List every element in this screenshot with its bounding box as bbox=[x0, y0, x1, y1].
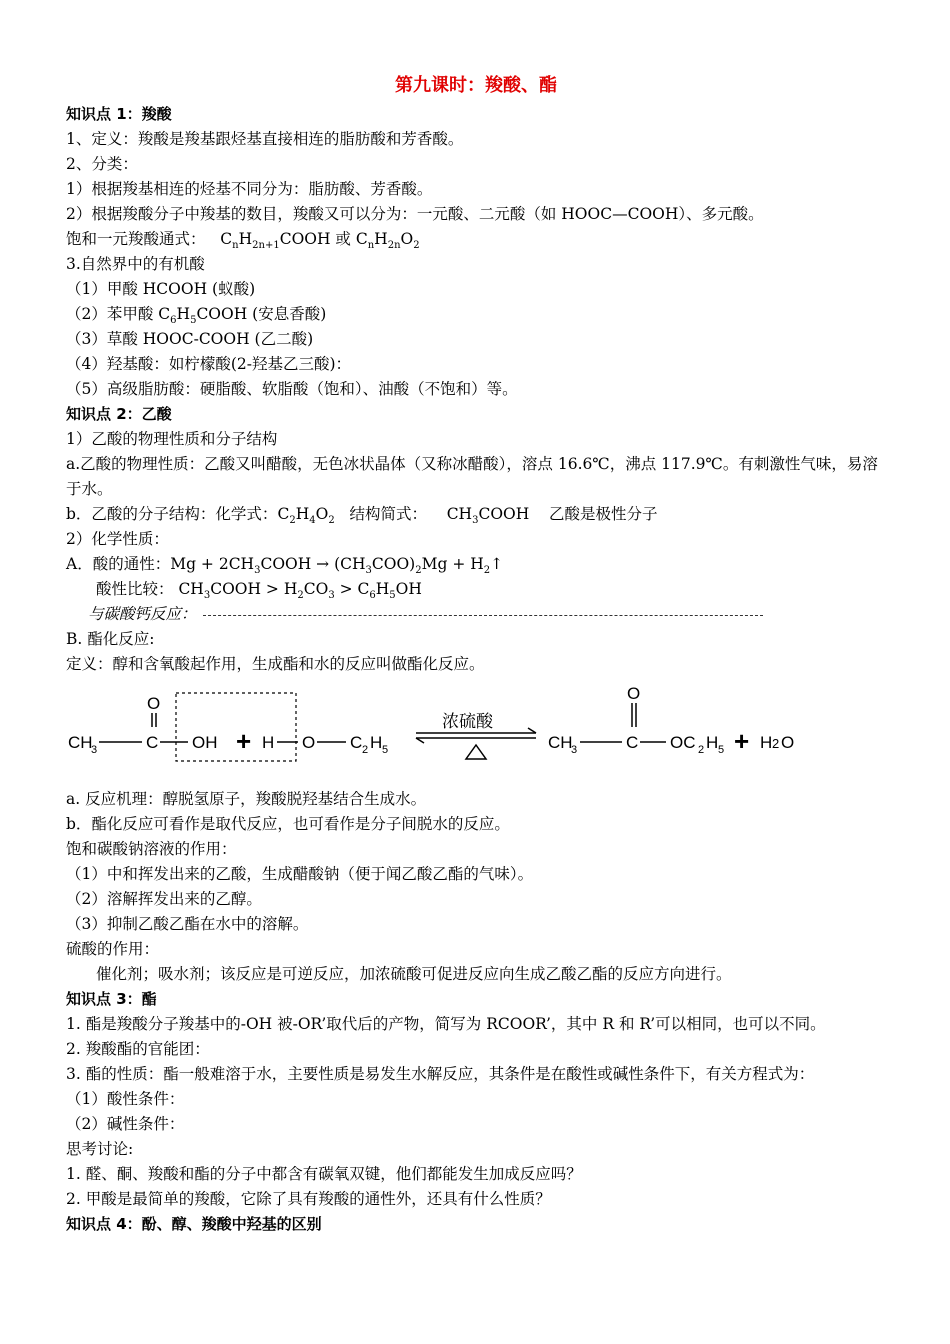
s3-question-1: 1. 醛、酮、羧酸和酯的分子中都含有碳氧双键，他们都能发生加成反应吗？ bbox=[66, 1165, 582, 1183]
formula-prefix: 饱和一元羧酸通式： bbox=[66, 230, 206, 248]
s2-p2: 2）化学性质： bbox=[66, 530, 169, 548]
s1-nature-3: （3）草酸 HOOC-COOH (乙二酸) bbox=[66, 330, 314, 348]
acid-prefix: A．酸的通性： bbox=[66, 555, 171, 573]
s1-class-title: 2、分类： bbox=[66, 155, 138, 173]
svg-text:H: H bbox=[262, 733, 275, 752]
s2-h2so4-role: 催化剂；吸水剂；该反应是可逆反应，加浓硫酸可促进反应向生成乙酸乙酯的反应方向进行。 bbox=[96, 965, 732, 983]
section-2-heading: 知识点 2：乙酸 bbox=[66, 405, 172, 423]
svg-text:OC: OC bbox=[670, 733, 696, 752]
svg-text:O: O bbox=[781, 733, 795, 752]
s1-nature-2: （2）苯甲酸 $C_6H_5COOH$ (安息香酸) bbox=[66, 305, 327, 327]
s2-na2co3-3: （3）抑制乙酸乙酯在水中的溶解。 bbox=[66, 915, 309, 933]
caco3-label: 与碳酸钙反应： bbox=[88, 605, 197, 623]
svg-text:CH: CH bbox=[548, 733, 573, 752]
s1-class-2: 2）根据羧酸分子中羧基的数目，羧酸又可以分为：一元酸、二元酸（如 HOOC—COOH）、多元酸。 bbox=[66, 205, 764, 223]
section-3-heading: 知识点 3：酯 bbox=[66, 990, 157, 1008]
s1-general-formula bbox=[66, 227, 886, 252]
s1-nature-4: （4）羟基酸：如柠檬酸(2-羟基乙三酸)： bbox=[66, 355, 352, 373]
s2-physical: a.乙酸的物理性质：乙酸又叫醋酸，无色冰状晶体（又称冰醋酸），溶点 16.6℃，沸点 117.9℃。有刺激性气味，易溶于水。 bbox=[66, 455, 878, 498]
s2-p1: 1）乙酸的物理性质和分子结构 bbox=[66, 430, 278, 448]
s2-na2co3-title: 饱和碳酸钠溶液的作用： bbox=[66, 840, 237, 858]
s2-na2co3-2: （2）溶解挥发出来的乙醇。 bbox=[66, 890, 262, 908]
s2-mechanism-b: b．酯化反应可看作是取代反应，也可看作是分子间脱水的反应。 bbox=[66, 815, 510, 833]
s3-base-condition: （2）碱性条件： bbox=[66, 1115, 185, 1133]
svg-text:C: C bbox=[626, 733, 639, 752]
svg-text:2: 2 bbox=[362, 744, 369, 756]
esterification-equation bbox=[66, 677, 886, 787]
s3-properties: 3. 酯的性质：酯一般难溶于水，主要性质是易发生水解反应，其条件是在酸性或碱性条件下，有关方程式为： bbox=[66, 1065, 815, 1083]
s3-ester-def: 1. 酯是羧酸分子羧基中的-OH 被-OR’取代后的产物，简写为 RCOOR’，其中 R 和 R’可以相同，也可以不同。 bbox=[66, 1015, 826, 1033]
s3-question-2: 2. 甲酸是最简单的羧酸，它除了具有羧酸的通性外，还具有什么性质？ bbox=[66, 1190, 551, 1208]
section-4-heading: 知识点 4：酚、醇、羧酸中羟基的区别 bbox=[66, 1215, 322, 1233]
svg-text:OH: OH bbox=[192, 733, 218, 752]
s2-mechanism-a: a. 反应机理：醇脱氢原子，羧酸脱羟基结合生成水。 bbox=[66, 790, 427, 808]
n2-suffix: COOH (安息香酸) bbox=[196, 305, 327, 323]
svg-text:H: H bbox=[706, 733, 719, 752]
svg-text:CH: CH bbox=[68, 733, 93, 752]
svg-text:O: O bbox=[627, 684, 641, 703]
svg-text:3: 3 bbox=[571, 744, 578, 756]
s2-na2co3-1: （1）中和挥发出来的乙酸，生成醋酸钠（便于闻乙酸乙酯的气味）。 bbox=[66, 865, 534, 883]
svg-text:2: 2 bbox=[772, 736, 780, 751]
page-title: 第九课时：羧酸、酯 bbox=[395, 75, 557, 96]
answer-blank bbox=[203, 615, 763, 616]
svg-text:+: + bbox=[734, 726, 750, 756]
s2-acid-general: A．酸的通性：$Mg + 2CH_3COOH \to (CH_3COO)_2Mg$ + $H_2↑$ bbox=[66, 555, 504, 577]
svg-text:O: O bbox=[302, 733, 316, 752]
s2-h2so4-title: 硫酸的作用： bbox=[66, 940, 160, 958]
catalyst-label: 浓硫酸 bbox=[442, 712, 493, 732]
s1-class-1: 1）根据羧基相连的烃基不同分为：脂肪酸、芳香酸。 bbox=[66, 180, 433, 198]
struct-mid: 结构简式： bbox=[349, 505, 427, 523]
svg-text:2: 2 bbox=[698, 744, 705, 756]
acidity-prefix: 酸性比较： bbox=[96, 580, 174, 598]
formula-value: $C_nH_{2n+1}COOH$ 或 $C_nH_{2n}O_2$ bbox=[210, 230, 420, 252]
s3-think-title: 思考讨论: bbox=[66, 1140, 134, 1158]
section-1-heading: 知识点 1：羧酸 bbox=[66, 105, 172, 123]
s2-esterification-title: B. 酯化反应: bbox=[66, 630, 155, 648]
struct-suffix: 乙酸是极性分子 bbox=[548, 505, 658, 523]
svg-text:C: C bbox=[146, 733, 159, 752]
svg-text:O: O bbox=[147, 694, 161, 713]
s2-esterification-def: 定义：醇和含氧酸起作用，生成酯和水的反应叫做酯化反应。 bbox=[66, 655, 485, 673]
n2-prefix: （2）苯甲酸 C bbox=[66, 305, 171, 323]
s3-functional-group: 2. 羧酸酯的官能团： bbox=[66, 1040, 210, 1058]
struct-prefix: b．乙酸的分子结构：化学式： bbox=[66, 505, 278, 523]
svg-text:5: 5 bbox=[718, 744, 725, 756]
s1-nature-5: （5）高级脂肪酸：硬脂酸、软脂酸（饱和）、油酸（不饱和）等。 bbox=[66, 380, 518, 398]
s2-caco3 bbox=[66, 602, 886, 627]
svg-text:C: C bbox=[350, 733, 363, 752]
s1-nature-1: （1）甲酸 HCOOH (蚁酸) bbox=[66, 280, 256, 298]
s3-acid-condition: （1）酸性条件： bbox=[66, 1090, 185, 1108]
document-page bbox=[66, 72, 886, 1237]
s1-nature-title: 3.自然界中的有机酸 bbox=[66, 255, 205, 273]
svg-text:+: + bbox=[236, 726, 252, 756]
svg-text:3: 3 bbox=[91, 744, 98, 756]
svg-text:H: H bbox=[760, 733, 773, 752]
s2-acidity: 酸性比较： $CH_3COOH > H_2CO_3 > C_6H_5OH$ bbox=[96, 580, 422, 602]
s1-definition: 1、定义：羧酸是羧基跟烃基直接相连的脂肪酸和芳香酸。 bbox=[66, 130, 464, 148]
svg-text:H: H bbox=[370, 733, 383, 752]
s2-structure: b．乙酸的分子结构：化学式：$C_2H_4O_2$ 结构简式： $CH_3COOH$ 乙酸是极性分子 bbox=[66, 505, 658, 527]
svg-text:5: 5 bbox=[382, 744, 389, 756]
